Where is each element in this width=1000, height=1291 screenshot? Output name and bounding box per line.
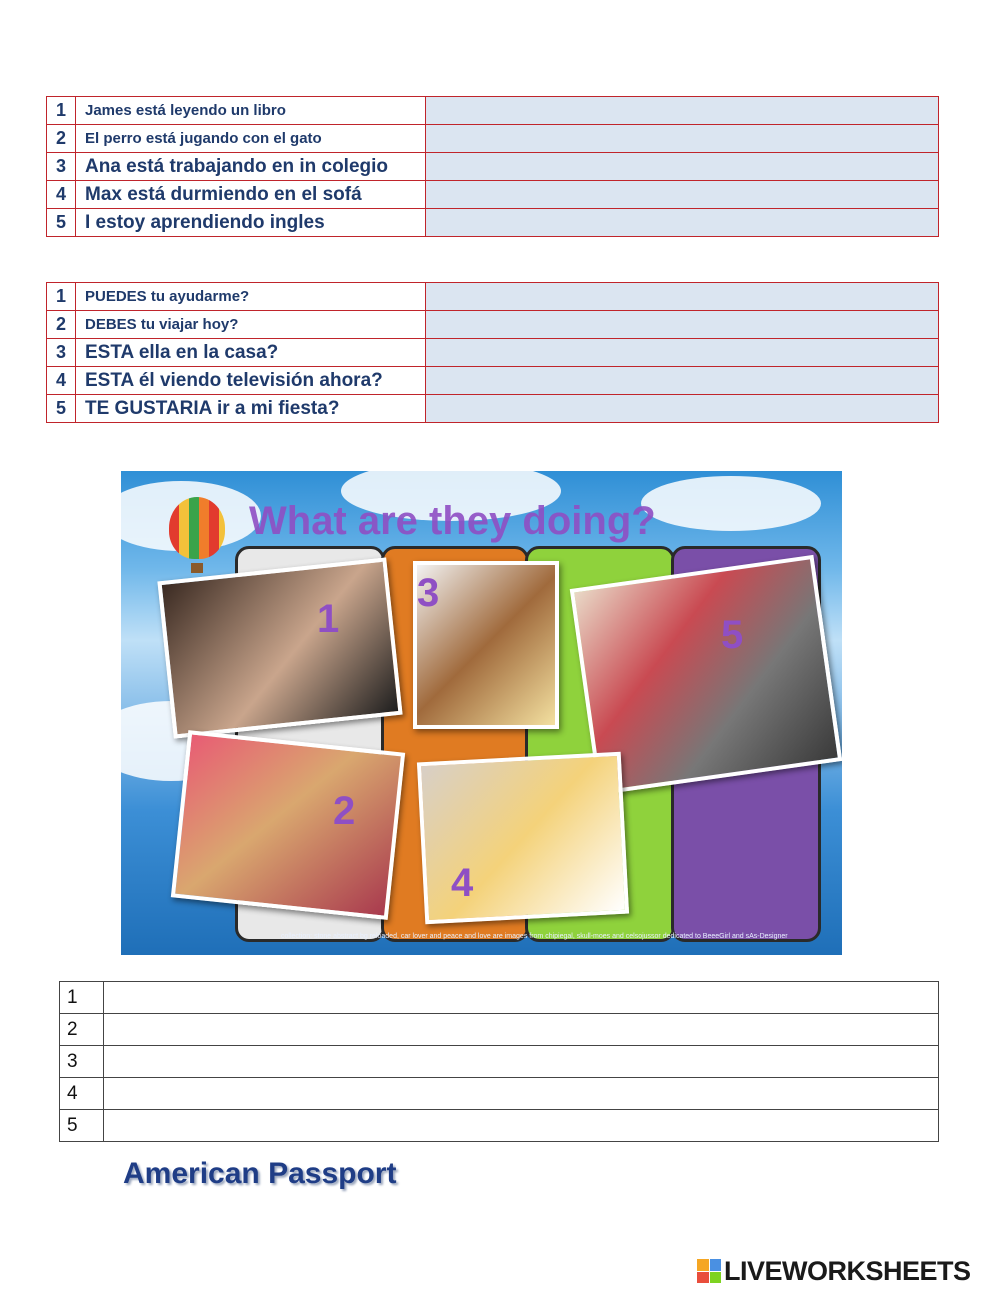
row-number: 5 bbox=[47, 209, 76, 237]
photo-number: 5 bbox=[721, 613, 744, 657]
answer-field[interactable] bbox=[426, 339, 939, 367]
table-row bbox=[60, 1110, 939, 1142]
answer-table bbox=[59, 981, 939, 1142]
row-number: 5 bbox=[60, 1110, 104, 1142]
row-number: 3 bbox=[47, 339, 76, 367]
row-number: 3 bbox=[47, 153, 76, 181]
table-row bbox=[47, 153, 939, 181]
sentence-text: El perro está jugando con el gato bbox=[76, 125, 426, 153]
answer-field[interactable] bbox=[426, 153, 939, 181]
row-number: 2 bbox=[47, 311, 76, 339]
answer-field[interactable] bbox=[104, 1046, 939, 1078]
sentence-text: James está leyendo un libro bbox=[76, 97, 426, 125]
row-number: 2 bbox=[47, 125, 76, 153]
table-row bbox=[47, 181, 939, 209]
answer-field[interactable] bbox=[426, 283, 939, 311]
table-row bbox=[60, 982, 939, 1014]
answer-field[interactable] bbox=[426, 97, 939, 125]
photo-girl-listening bbox=[157, 557, 402, 738]
row-number: 5 bbox=[47, 395, 76, 423]
photo-number: 1 bbox=[317, 597, 340, 641]
sentence-text: I estoy aprendiendo ingles bbox=[76, 209, 426, 237]
table-row bbox=[47, 339, 939, 367]
balloon-basket-icon bbox=[191, 563, 203, 573]
sentence-text: DEBES tu viajar hoy? bbox=[76, 311, 426, 339]
sentence-text: PUEDES tu ayudarme? bbox=[76, 283, 426, 311]
table-row bbox=[47, 97, 939, 125]
liveworksheets-icon bbox=[697, 1259, 721, 1283]
answer-field[interactable] bbox=[104, 1110, 939, 1142]
photo-girl-cooking bbox=[417, 752, 629, 924]
sentence-text: Max está durmiendo en el sofá bbox=[76, 181, 426, 209]
table-row bbox=[60, 1014, 939, 1046]
sentence-text: TE GUSTARIA ir a mi fiesta? bbox=[76, 395, 426, 423]
answer-field[interactable] bbox=[426, 209, 939, 237]
photo-woman-eating bbox=[171, 730, 405, 920]
row-number: 4 bbox=[60, 1078, 104, 1110]
row-number: 1 bbox=[47, 283, 76, 311]
table-row bbox=[47, 209, 939, 237]
table-row bbox=[47, 367, 939, 395]
table-row bbox=[47, 283, 939, 311]
row-number: 1 bbox=[60, 982, 104, 1014]
picture-title: What are they doing? bbox=[249, 499, 656, 543]
cloud-shape bbox=[641, 476, 821, 531]
row-number: 1 bbox=[47, 97, 76, 125]
image-credit: collection: stone abstract bg reloaded, car lover and peace and love are images from chipiegal, skull-moes and celsojussor dedicated to BeeeGirl and sAs-Designer bbox=[281, 933, 788, 940]
photo-number: 4 bbox=[451, 861, 474, 905]
sentence-text: ESTA ella en la casa? bbox=[76, 339, 426, 367]
photo-number: 2 bbox=[333, 789, 356, 833]
row-number: 4 bbox=[47, 181, 76, 209]
logo-text: LIVEWORKSHEETS bbox=[724, 1255, 971, 1286]
sentences-table-1 bbox=[46, 96, 939, 237]
sentence-text: ESTA él viendo televisión ahora? bbox=[76, 367, 426, 395]
answer-field[interactable] bbox=[426, 367, 939, 395]
sentences-table-2 bbox=[46, 282, 939, 423]
answer-field[interactable] bbox=[104, 1014, 939, 1046]
table-row bbox=[47, 311, 939, 339]
row-number: 2 bbox=[60, 1014, 104, 1046]
row-number: 3 bbox=[60, 1046, 104, 1078]
table-row bbox=[47, 125, 939, 153]
hot-air-balloon-icon bbox=[169, 497, 225, 559]
sentence-text: Ana está trabajando en in colegio bbox=[76, 153, 426, 181]
answer-field[interactable] bbox=[426, 181, 939, 209]
american-passport-title: American Passport bbox=[123, 1157, 397, 1190]
answer-field[interactable] bbox=[104, 982, 939, 1014]
answer-field[interactable] bbox=[426, 311, 939, 339]
liveworksheets-logo bbox=[697, 1257, 971, 1285]
photo-number: 3 bbox=[417, 571, 440, 615]
row-number: 4 bbox=[47, 367, 76, 395]
answer-field[interactable] bbox=[426, 125, 939, 153]
answer-field[interactable] bbox=[426, 395, 939, 423]
what-are-they-doing-picture bbox=[121, 471, 842, 955]
table-row bbox=[47, 395, 939, 423]
table-row bbox=[60, 1078, 939, 1110]
answer-field[interactable] bbox=[104, 1078, 939, 1110]
table-row bbox=[60, 1046, 939, 1078]
